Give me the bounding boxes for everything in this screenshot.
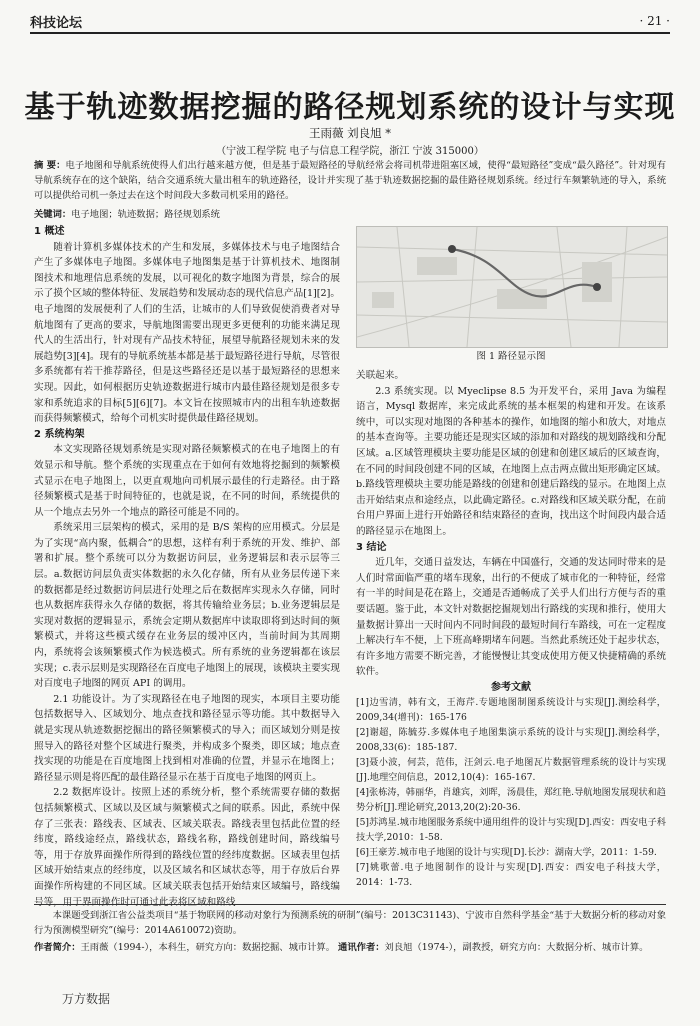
reference-item: [4]张栋涛，韩丽华，肖雄宾，刘晖，汤晨佳，郑红艳.导航地图发展现状和趋势分析[J].理论研究,2013,20(2):20-36. <box>356 787 666 814</box>
section-2-heading: 2 系统构架 <box>34 428 85 440</box>
section-2-paragraph-2: 系统采用三层架构的模式，采用的是 B/S 架构的应用模式。分层是为了实现“高内聚，低耦合”的思想，这样有利于系统的开发、维护、部署和扩展。整个系统可以分为数据访问层，业务逻辑层和表示层等三层。a.数据访问层负责实体数据的永久化存储，所有从业务层传递下来的数据都是经过数据访问层进行处理之后在数据库实现永久存储，同时也从数据库获得永久存储的数据，将其传输给业务层；b.业务逻辑层是实现对数据的逻辑显示，系统会定期从数据库中读取即将到达时间的频繁模式，并将这些模式缓存在业务层的缓冲区内，当前时间为其周期内，系统将会该频繁模式作为候选模式。所有系统的业务逻辑都在该层实现；c.表示层则是实现路径在百度电子地图上的展现，该模块主要实现对百度电子地图的网页 API 的调用。 <box>34 522 340 690</box>
affiliation: （宁波工程学院 电子与信息工程学院，浙江 宁波 315000） <box>216 146 484 157</box>
journal-name: 科技论坛 <box>30 16 83 31</box>
reference-item: [7]姚歌蕾.电子地图制作的设计与实现[D].西安：西安电子科技大学，2014：1-73. <box>356 862 666 889</box>
page-number: · 21 · <box>639 14 670 28</box>
abstract-text: 电子地图和导航系统使得人们出行越来越方便，但是基于最短路径的导航经常会将司机带进阻塞区域，使得“最短路径”变成“最久路径”。针对现有导航系统存在的这个缺陷，结合交通系统大量出租车的轨迹路径，设计并实现了基于轨迹数据挖掘的最佳路径规划系统。经过行车频繁轨迹的导入，系统可以提供给司机一条过去在这个时间段大多数司机采用的路径。 <box>34 160 666 201</box>
reference-item: [2]谢超，陈毓芬.多媒体电子地图集演示系统的设计与实现[J].测绘科学，2008,33(6)：185-187. <box>356 727 666 754</box>
reference-item: [1]边雪清，韩有文，王海芹.专题地图制图系统设计与实现[J].测绘科学，2009,34(增刊)：165-176 <box>356 697 666 724</box>
author-info <box>34 940 666 955</box>
section-2-1-paragraph: 2.1 功能设计。为了实现路径在电子地图的现实，本项目主要功能包括数据导入、区域划分、地点查找和路径显示等功能。其中数据导入就是实现从轨迹数据挖掘出的路径频繁模式的导入；而区域划分则是按照导入的路径对整个区域进行聚类，并构成多个聚类，即区域；地点查找实现的功能是在百度地图上找到相对准确的位置，并显示在地图上；路径显示则是将匹配的最佳路径显示在基于百度电子地图的网页上。 <box>34 693 340 783</box>
references-heading: 参考文献 <box>491 681 531 693</box>
paper-title: 基于轨迹数据挖掘的路径规划系统的设计与实现 <box>24 90 676 125</box>
keywords-text: 电子地图；轨迹数据；路径规划系统 <box>71 209 220 220</box>
route-map-image <box>357 227 667 347</box>
author-label: 作者简介： <box>34 942 81 953</box>
abstract-label: 摘 要： <box>34 160 66 171</box>
keywords-label: 关键词： <box>34 209 72 220</box>
section-1-heading: 1 概述 <box>34 226 65 237</box>
section-2-2-continuation: 关联起来。 <box>356 370 404 381</box>
abstract <box>34 158 666 203</box>
reference-item: [6]王豪芳.城市电子地图的设计与实现[D].长沙：湖南大学，2011：1-59. <box>356 847 657 859</box>
section-2-paragraph-1: 本文实现路径规划系统是实现对路径频繁模式的在电子地图上的有效显示和导航。整个系统的实现重点在于如何有效地将挖掘到的频繁模式显示在电子地图上，以更直观地向司机展示最佳的行走路径。由于路径频繁模式是基于时间特征的，也就是说，在不同的时间，系统提供的从一个地点去另外一个地点的路径可能是不同的。 <box>34 444 340 518</box>
references-list <box>356 695 666 890</box>
section-2-2-paragraph: 2.2 数据库设计。按照上述的系统分析，整个系统需要存储的数据包括频繁模式、区域以及区域与频繁模式之间的联系。因此，系统中保存了三张表：路线表、区域表、区域关联表。路线表里包括此位置的经纬度，路线途经点，路线状态，路线名称，路线创建时间，路线编号等，用于存放界面操作所得到的路线位置的经纬度数据。区域表里包括区域开始结束点的经纬度，以及区域名和区域状态等，用于存放后台界面操作所构建的不同区域。区域关联表包括开始结束区域编号，路线编号等，用于界面操作时可通过此表将区域和路线 <box>34 787 340 908</box>
reference-item: [5]苏鸿星.城市地图服务系统中通用组件的设计与实现[D].西安：西安电子科技大学,2010：1-58. <box>356 817 666 844</box>
authors: 王雨薇 刘良旭 * <box>308 126 392 140</box>
keywords <box>34 206 666 220</box>
route-map-figure <box>356 226 668 348</box>
author-text: 王雨薇（1994-），本科生，研究方向：数据挖掘、城市计算。 <box>80 942 336 953</box>
section-3-heading: 3 结论 <box>356 541 387 553</box>
right-column <box>356 368 666 890</box>
funding-note: 本课题受到浙江省公益类项目“基于物联网的移动对象行为预测系统的研制”(编号：2013C31143)、宁波市自然科学基金“基于大数据分析的移动对象行为预测模型研究”(编号：2014A610072)资助。 <box>34 910 666 936</box>
page-header <box>30 10 670 36</box>
header-rule <box>30 32 670 34</box>
left-column <box>34 224 340 910</box>
section-1-paragraph: 随着计算机多媒体技术的产生和发展，多媒体技术与电子地图结合产生了多媒体电子地图。多媒体电子地图集是基于计算机技术、地图制图技术和地理信息系统的发展，以可视化的数字地图为背景，综合的展示了摸个区域的整体特征、发展趋势和发展动态的现代信息产品[1][2]。电子地图的发展便利了人们的生活，让城市的人们导致促使消费者对导航地图有了更高的要求，导航地图需要出现更多更便利的功能来满足现代人的生活出行，针对现有产品技术特征，展望导航路径规划未来的发展趋势[3][4]。现有的导航系统基本都是基于最短路径进行导航，尽管很多系统都有若干推荐路径，但是这些路径还是以基于最短路径的思想来实现。因此，如何根据历史轨迹数据进行城市内最佳路径规划是很多专家和系统追求的目标[5][6][7]。本文旨在按照城市内的出租车轨迹数据而获得频繁模式，给每个司机实时提供最佳路径规划。 <box>34 241 340 425</box>
figure-caption: 图 1 路径显示图 <box>476 351 546 362</box>
corresponding-label: 通讯作者： <box>338 942 385 953</box>
corresponding-text: 刘良旭（1974-），副教授，研究方向：大数据分析、城市计算。 <box>384 942 649 953</box>
section-2-3-paragraph: 2.3 系统实现。以 Myeclipse 8.5 为开发平台，采用 Java 为编程语言，Mysql 数据库，来完成此系统的基本框架的构建和开发。在该系统中，可以实现对地图的各种基本的操作，如地图的缩小和放大，对地点的基本查询等。主要功能还是现实区域的添加和对路线的规划路线和分配区域。a.区域管理模块主要功能是区域的创建和创建区域后的区域查询，在不同的时间段创建不同的区域，在地图上点击两点做出矩形确定区域。b.路线管理模块主要功能是路线的创建和创建后路线的显示。在地图上点击开始结束点和途经点，以此确定路径。c.对路线和区域关联分配，在前台用户界面上进行开始路径和结束路径的查询，找出这个时间段内最合适的路径显示在地图上。 <box>356 385 666 537</box>
watermark-text: 万方数据 <box>62 992 111 1006</box>
footnote-rule <box>34 904 666 905</box>
section-3-paragraph: 近几年，交通日益发达，车辆在中国盛行，交通的发达同时带来的是人们时常面临严重的堵车现象，出行的不便成了城市化的一种特征，经常有一半的时间是花在路上，交通是否通畅成了关乎人们出行方便与否的重要话题。鉴于此，本文针对数据挖掘规划出行路线的实现和推行，使用大量数据计算出一天时间内不同时间段的最短时间行车路线，可在一定程度上解决行车不便，上下班高峰期堵车问题。当然此系统还处于起步状态，有许多地方需要不断完善，才能慢慢让其变成使用方便又快捷精确的系统软件。 <box>356 557 666 678</box>
reference-item: [3]聂小波，何芸，范伟，汪剑云.电子地图瓦片数据管理系统的设计与实现[J].地理空间信息，2012,10(4)：165-167. <box>356 757 666 784</box>
